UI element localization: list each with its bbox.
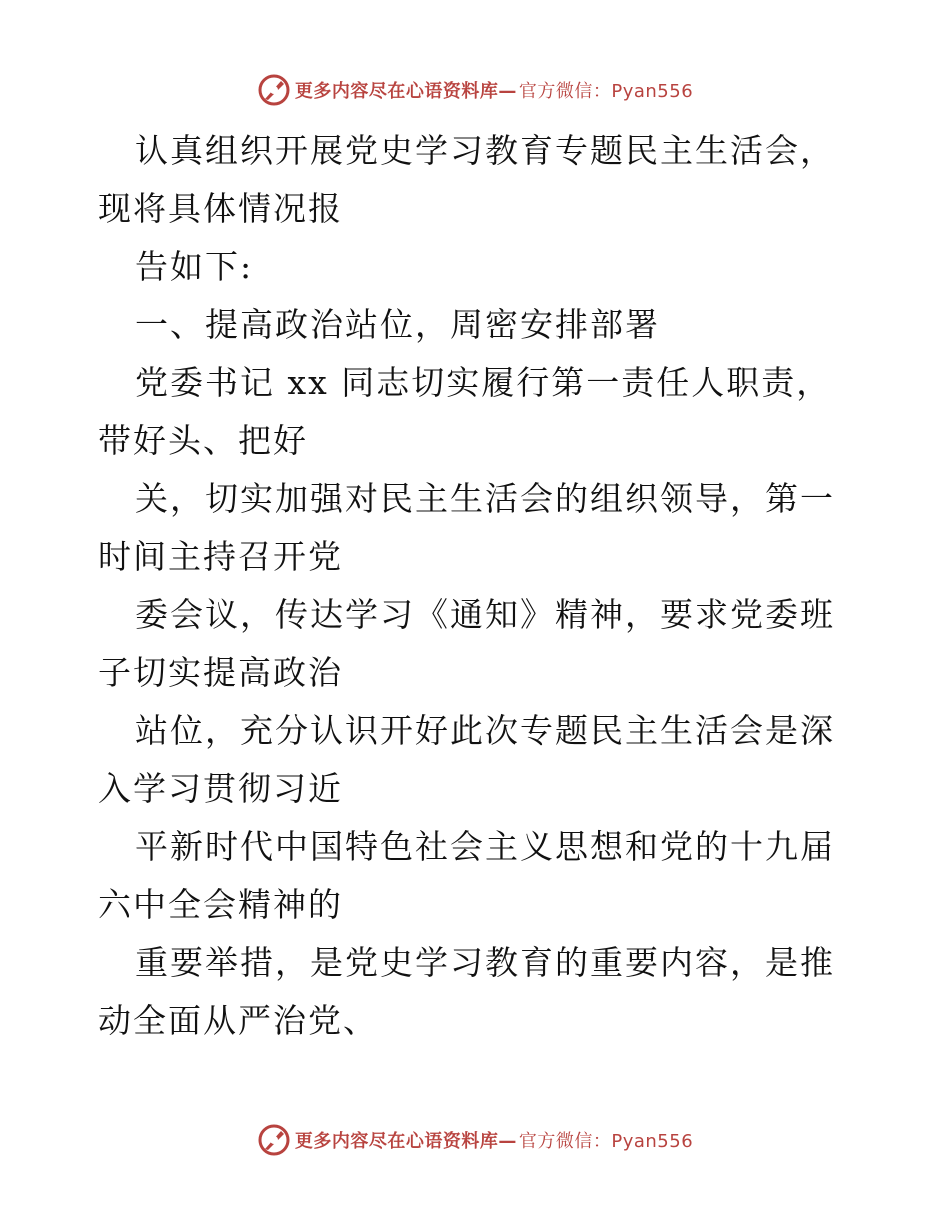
- footer-banner: [0, 1120, 950, 1160]
- body-line: 站位，充分认识开好此次专题民主生活会是深入学习贯彻习近: [98, 711, 835, 808]
- document-body: [98, 122, 858, 1050]
- header-promo-text: 更多内容尽在心语资料库—: [294, 81, 517, 102]
- body-line: 告如下:: [135, 247, 254, 286]
- body-line: 重要举措，是党史学习教育的重要内容，是推动全面从严治党、: [98, 943, 835, 1040]
- quill-seal-icon: [257, 1123, 291, 1157]
- footer-wechat-text: 官方微信：Pyan556: [518, 1131, 694, 1152]
- body-line: 平新时代中国特色社会主义思想和党的十九届六中全会精神的: [98, 827, 835, 924]
- quill-seal-icon: [257, 73, 291, 107]
- body-line: 党委书记 xx 同志切实履行第一责任人职责，带好头、把好: [98, 363, 832, 460]
- body-line: 认真组织开展党史学习教育专题民主生活会，现将具体情况报: [98, 131, 835, 228]
- header-wechat-text: 官方微信：Pyan556: [518, 81, 694, 102]
- section-heading: 一、提高政治站位，周密安排部署: [135, 305, 660, 344]
- body-line: 关，切实加强对民主生活会的组织领导，第一时间主持召开党: [98, 479, 835, 576]
- footer-promo-text: 更多内容尽在心语资料库—: [294, 1131, 517, 1152]
- header-banner: [0, 70, 950, 110]
- body-line: 委会议，传达学习《通知》精神，要求党委班子切实提高政治: [98, 595, 835, 692]
